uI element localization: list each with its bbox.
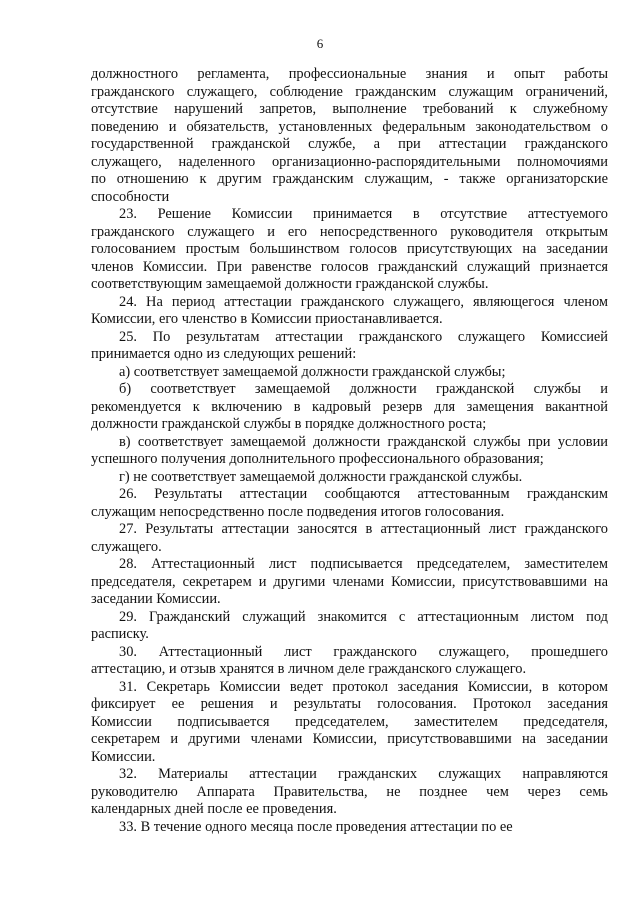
paragraph bbox=[91, 294, 608, 329]
paragraph bbox=[91, 556, 608, 609]
paragraph bbox=[91, 381, 608, 434]
paragraph-line: служащим непосредственно после подведения итогов голосования. bbox=[91, 503, 505, 520]
paragraph bbox=[91, 66, 608, 206]
paragraph bbox=[91, 679, 608, 767]
paragraph-line: гражданского служащего, соблюдение гражданским служащим ограничений, bbox=[91, 83, 608, 100]
paragraph-line: аттестацию, и отзыв хранятся в личном деле гражданского служащего. bbox=[91, 661, 527, 677]
paragraph-line: Комиссии подписывается председателем, заместителем председателя, bbox=[91, 713, 608, 730]
paragraph bbox=[91, 521, 608, 556]
paragraph-line: успешного получения дополнительного профессионального образования; bbox=[91, 451, 544, 467]
paragraph-line: отсутствие нарушений запретов, выполнение требований к служебному bbox=[91, 101, 608, 117]
paragraph-line: государственной гражданской службе, а при аттестации гражданского bbox=[91, 136, 608, 152]
paragraph bbox=[91, 819, 608, 837]
paragraph-line: б) соответствует замещаемой должности гражданской службы и bbox=[119, 381, 608, 397]
paragraph-line: а) соответствует замещаемой должности гражданской службы; bbox=[119, 363, 506, 380]
paragraph-line: фиксирует ее решения и результаты голосования. Протокол заседания bbox=[91, 696, 608, 712]
paragraph-line: гражданского служащего и его непосредственного руководителя открытым bbox=[91, 223, 608, 240]
paragraph-line: должности гражданской службы в порядке должностного роста; bbox=[91, 416, 487, 432]
paragraph-line: 30. Аттестационный лист гражданского служащего, прошедшего bbox=[119, 643, 608, 660]
paragraph bbox=[91, 434, 608, 469]
paragraph-line: 33. В течение одного месяца после проведения аттестации по ее bbox=[119, 818, 513, 835]
paragraph bbox=[91, 486, 608, 521]
paragraph-line: служащего. bbox=[91, 538, 162, 555]
paragraph-line: 26. Результаты аттестации сообщаются аттестованным гражданским bbox=[119, 486, 608, 502]
document-body bbox=[91, 66, 608, 836]
paragraph-line: председателя, секретарем и другими членами Комиссии, присутствовавшими на bbox=[91, 573, 608, 590]
paragraph-line: рекомендуется к включению в кадровый резерв для замещения вакантной bbox=[91, 398, 608, 415]
paragraph bbox=[91, 469, 608, 487]
paragraph-line: членов Комиссии. При равенстве голосов гражданский служащий признается bbox=[91, 258, 608, 275]
page-number: 6 bbox=[316, 36, 324, 51]
paragraph-line: 31. Секретарь Комиссии ведет протокол заседания Комиссии, в котором bbox=[119, 678, 608, 695]
paragraph-line: 27. Результаты аттестации заносятся в аттестационный лист гражданского bbox=[119, 521, 608, 537]
paragraph-line: 32. Материалы аттестации гражданских служащих направляются bbox=[119, 766, 608, 782]
paragraph-line: в) соответствует замещаемой должности гражданской службы при условии bbox=[119, 433, 608, 450]
paragraph-line: секретарем и другими членами Комиссии, присутствовавшими на заседании bbox=[91, 731, 608, 747]
paragraph-line: способности bbox=[91, 188, 170, 205]
paragraph-line: должностного регламента, профессиональные знания и опыт работы bbox=[91, 66, 608, 82]
paragraph-line: г) не соответствует замещаемой должности гражданской службы. bbox=[119, 468, 523, 485]
paragraph bbox=[91, 206, 608, 294]
paragraph bbox=[91, 329, 608, 364]
paragraph bbox=[91, 609, 608, 644]
paragraph-line: 24. На период аттестации гражданского служащего, являющегося членом bbox=[119, 293, 608, 310]
paragraph-line: Комиссии, его членство в Комиссии приостанавливается. bbox=[91, 311, 443, 327]
paragraph bbox=[91, 766, 608, 819]
paragraph-line: 25. По результатам аттестации гражданского служащего Комиссией bbox=[119, 328, 608, 345]
paragraph-line: руководителю Аппарата Правительства, не позднее чем через семь bbox=[91, 783, 608, 800]
paragraph-line: Комиссии. bbox=[91, 748, 156, 765]
paragraph-line: принимается одно из следующих решений: bbox=[91, 346, 357, 362]
paragraph-line: календарных дней после ее проведения. bbox=[91, 801, 337, 817]
paragraph bbox=[91, 364, 608, 382]
paragraph-line: поведению и обязательств, установленных федеральным законодательством о bbox=[91, 118, 608, 135]
paragraph-line: расписку. bbox=[91, 626, 149, 642]
paragraph-line: служащего, наделенного организационно-распорядительными полномочиями bbox=[91, 153, 608, 170]
paragraph-line: 23. Решение Комиссии принимается в отсутствие аттестуемого bbox=[119, 206, 608, 222]
paragraph-line: голосованием простым большинством голосов присутствующих на заседании bbox=[91, 241, 608, 257]
paragraph-line: 28. Аттестационный лист подписывается председателем, заместителем bbox=[119, 556, 608, 572]
paragraph-line: 29. Гражданский служащий знакомится с аттестационным листом под bbox=[119, 608, 608, 625]
paragraph-line: соответствующим замещаемой должности гражданской службы. bbox=[91, 276, 489, 292]
paragraph-line: по отношению к другим гражданским служащим, - также организаторские bbox=[91, 171, 608, 187]
paragraph bbox=[91, 644, 608, 679]
paragraph-line: заседании Комиссии. bbox=[91, 591, 221, 607]
